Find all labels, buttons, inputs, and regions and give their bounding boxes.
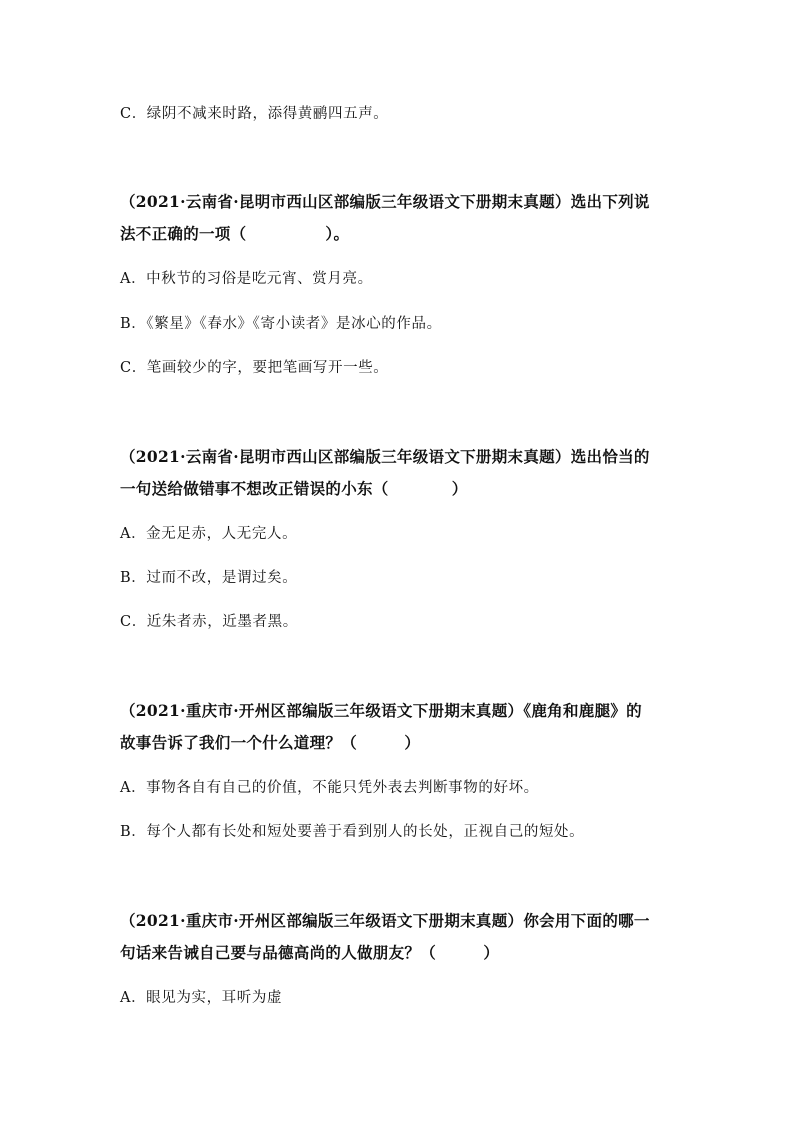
question-2-stem-line-2: 一句送给做错事不想改正错误的小东（ ） [120, 479, 468, 498]
question-3-option-b: B．每个人都有长处和短处要善于看到别人的长处，正视自己的短处。 [120, 824, 585, 840]
question-2-option-a: A．金无足赤，人无完人。 [120, 526, 298, 542]
question-4-stem-line-1: （2021·重庆市·开州区部编版三年级语文下册期末真题）你会用下面的哪一 [120, 911, 650, 930]
question-1-option-a: A．中秋节的习俗是吃元宵、赏月亮。 [120, 271, 373, 287]
question-3-stem-line-1: （2021·重庆市·开州区部编版三年级语文下册期末真题）《鹿角和鹿腿》的 [120, 701, 642, 720]
question-2-option-b: B．过而不改，是谓过矣。 [120, 570, 298, 586]
question-1-stem-line-1: （2021·云南省·昆明市西山区部编版三年级语文下册期末真题）选出下列说 [120, 192, 650, 211]
question-3-stem-line-2: 故事告诉了我们一个什么道理？（ ） [120, 733, 421, 752]
question-4-stem-line-2: 句话来告诫自己要与品德高尚的人做朋友？（ ） [120, 943, 500, 962]
question-3-option-a: A．事物各自有自己的价值，不能只凭外表去判断事物的好坏。 [120, 780, 539, 796]
question-1-option-c: C．笔画较少的字，要把笔画写开一些。 [120, 360, 389, 376]
question-1-option-b: B．《繁星》《春水》《寄小读者》是冰心的作品。 [120, 316, 442, 332]
question-4-option-a: A．眼见为实，耳听为虚 [120, 990, 283, 1006]
question-2-option-c: C．近朱者赤，近墨者黑。 [120, 614, 298, 630]
question-2-stem-line-1: （2021·云南省·昆明市西山区部编版三年级语文下册期末真题）选出恰当的 [120, 447, 650, 466]
question-1-stem-line-2: 法不正确的一项（ ）。 [120, 224, 350, 243]
option-c-previous: C．绿阴不减来时路，添得黄鹂四五声。 [120, 106, 389, 122]
